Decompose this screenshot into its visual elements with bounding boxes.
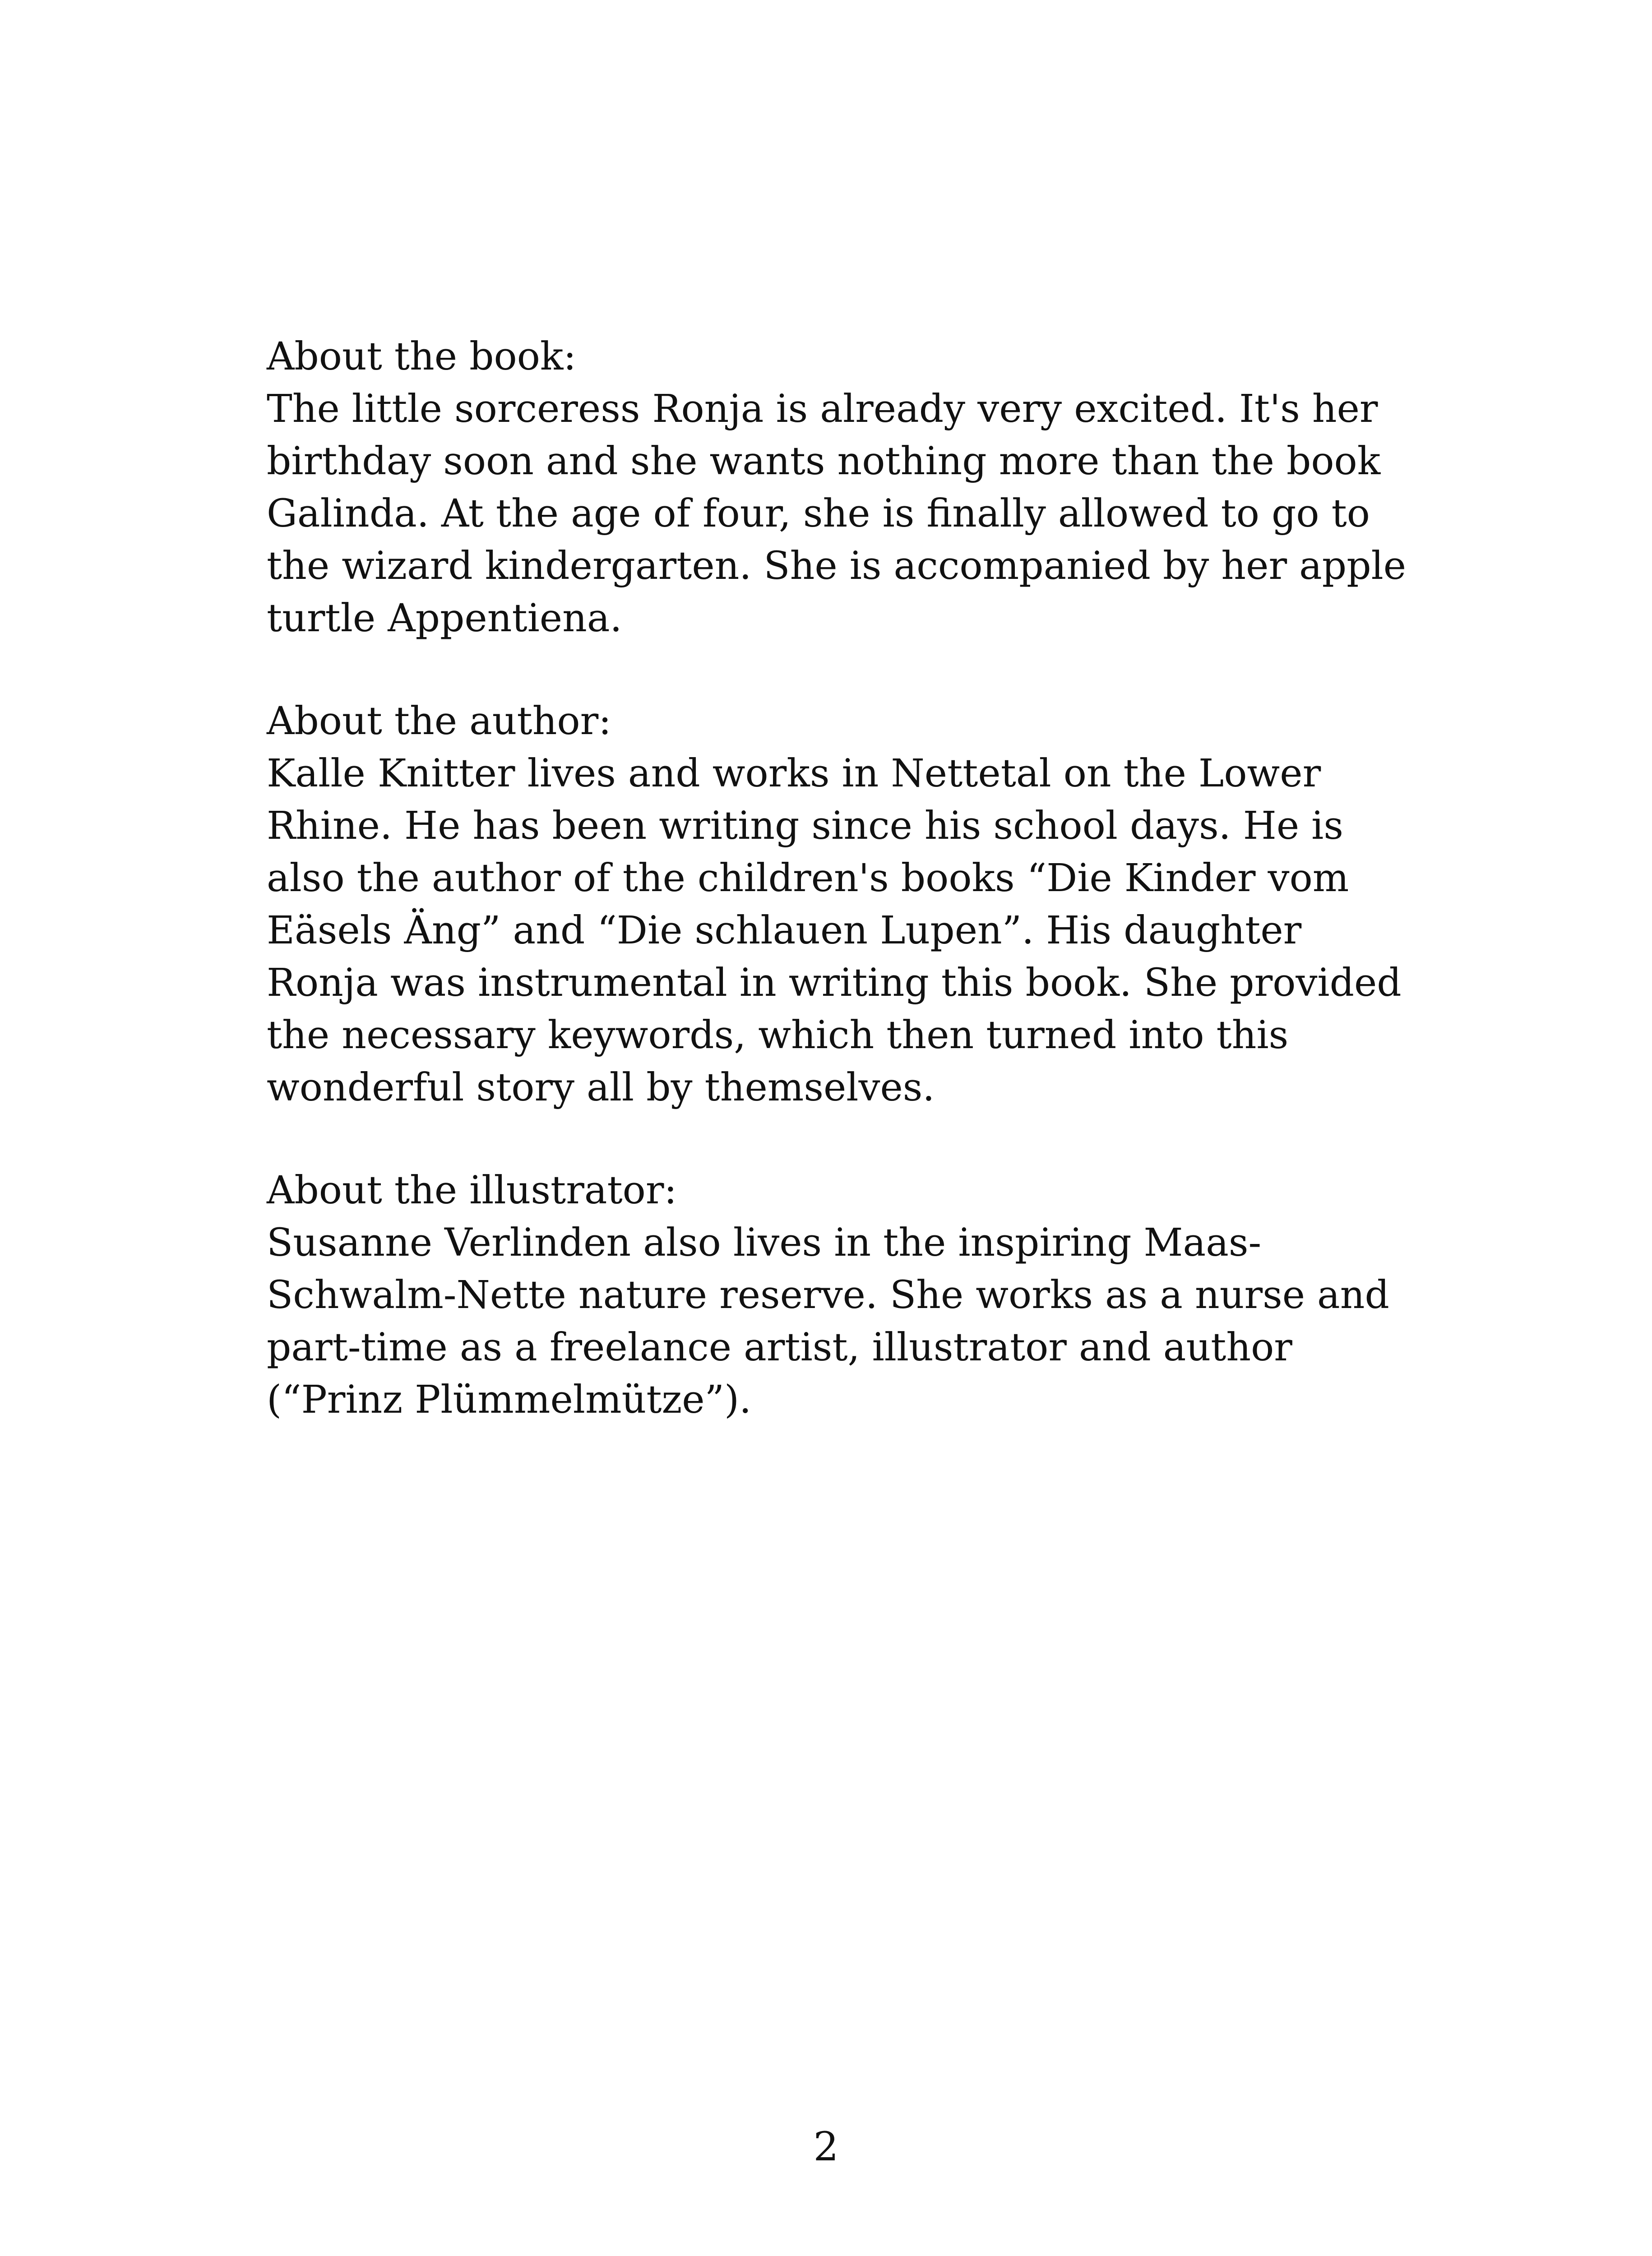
section-heading-book: About the book: xyxy=(267,334,577,379)
section-about-author xyxy=(267,695,1422,1114)
section-body-author: Kalle Knitter lives and works in Nettetal on the Lower Rhine. He has been writing since his school days. He is also the author of the children's books “Die Kinder vom Eäsels Äng” and “Die schlauen Lupen”. His daughter Ronja was instrumental in writing this book. She provided the necessary keywords, which then turned into this wonderful story all by themselves. xyxy=(267,751,1402,1110)
section-heading-illustrator: About the illustrator: xyxy=(267,1168,677,1213)
section-heading-author: About the author: xyxy=(267,699,611,744)
text-block xyxy=(267,331,1422,1477)
section-about-book xyxy=(267,331,1422,645)
section-about-illustrator xyxy=(267,1165,1422,1426)
page-number: 2 xyxy=(813,2123,839,2170)
section-body-illustrator: Susanne Verlinden also lives in the inspiring Maas-Schwalm-Nette nature reserve. She works as a nurse and part-time as a freelance artist, illustrator and author (“Prinz Plümmelmütze”). xyxy=(267,1220,1389,1422)
section-body-book: The little sorceress Ronja is already very excited. It's her birthday soon and she wants nothing more than the book Galinda. At the age of four, she is finally allowed to go to the wizard kindergarten. She is accompanied by her apple turtle Appentiena. xyxy=(267,387,1407,641)
